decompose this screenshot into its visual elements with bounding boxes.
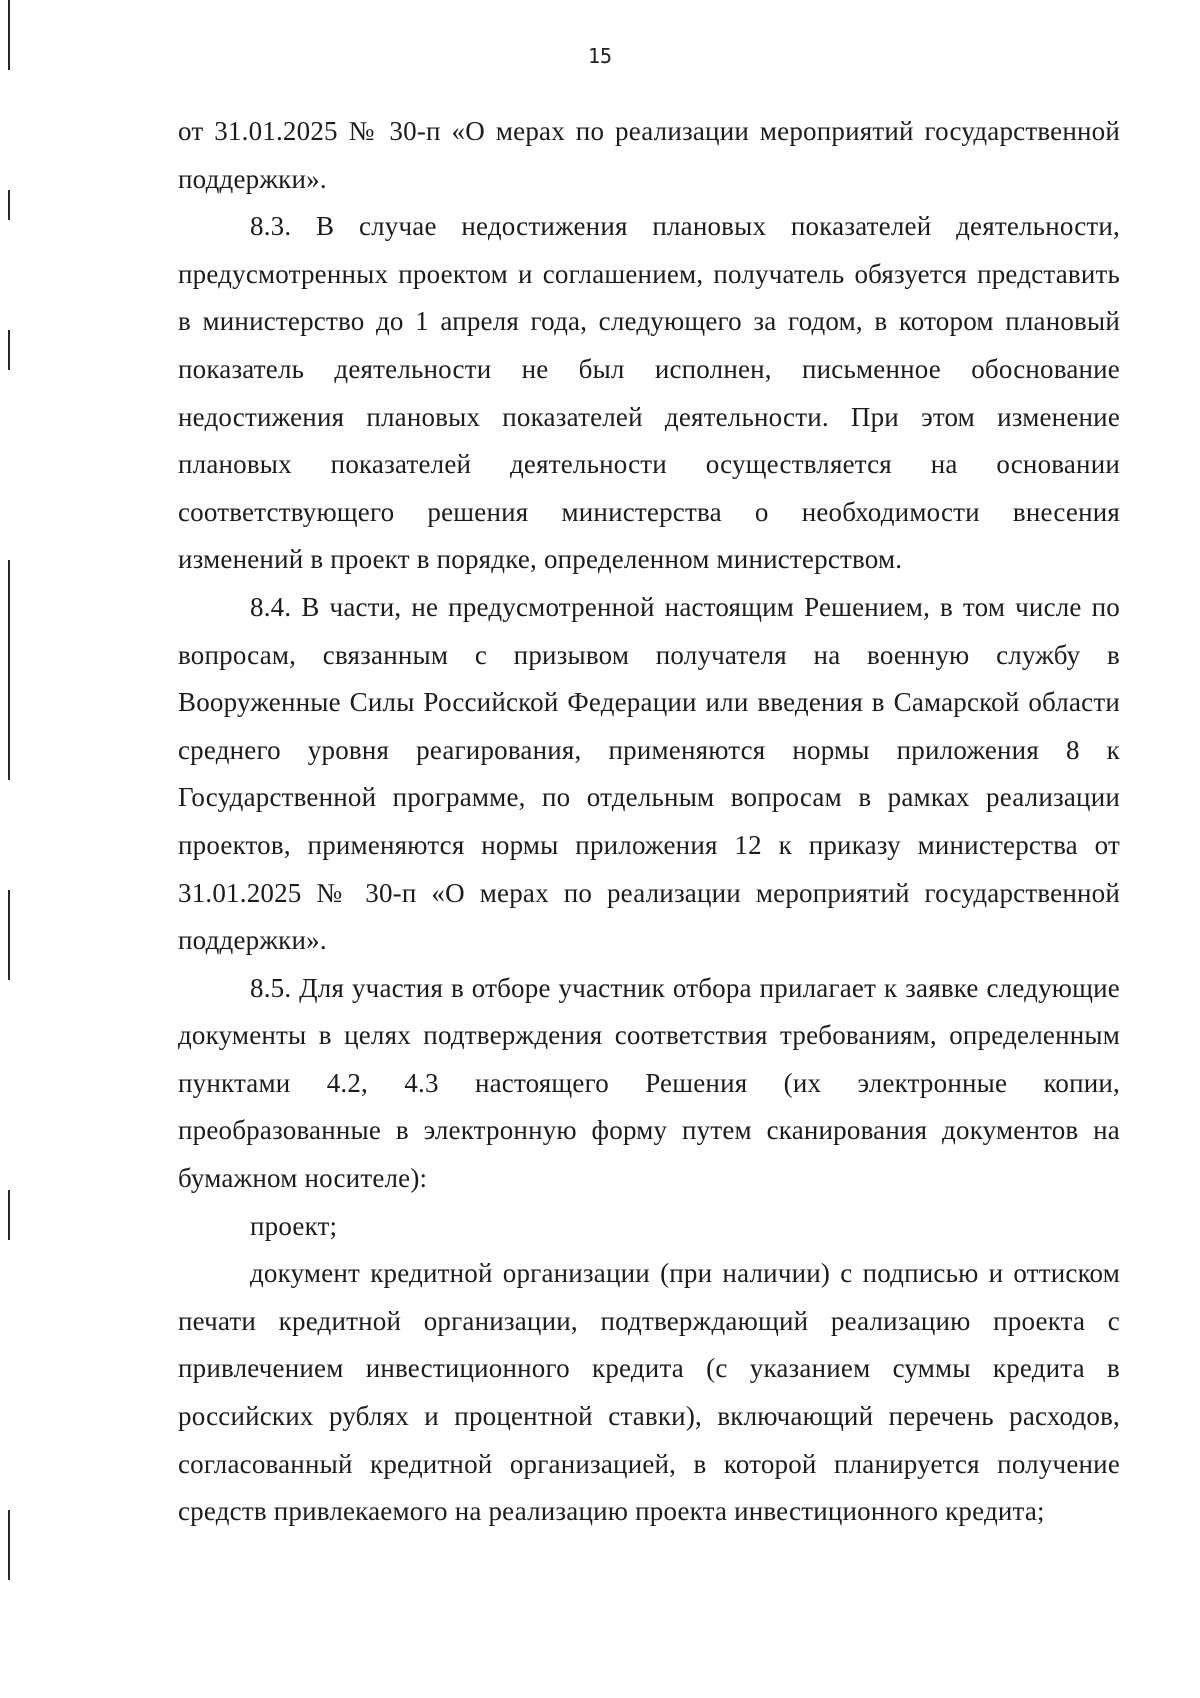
scan-edge-mark xyxy=(8,1510,10,1580)
scan-edge-mark xyxy=(8,1190,10,1240)
scan-edge-mark xyxy=(8,190,10,220)
scan-edge-mark xyxy=(8,330,10,370)
paragraph-8-4: 8.4. В части, не предусмотренной настоящим Решением, в том числе по вопросам, связанным с призывом получателя на военную службу в Вооруженные Силы Российской Федерации или введения в Самарской области среднего уровня реагирования, применяются нормы приложения 8 к Государственной программе, по отдельным вопросам в рамках реализации проектов, применяются нормы приложения 12 к приказу министерства от 31.01.2025 № 30-п «О мерах по реализации мероприятий государственной поддержки». xyxy=(178,591,1120,956)
paragraph-continuation: от 31.01.2025 № 30-п «О мерах по реализации мероприятий государственной поддержки». xyxy=(178,116,1120,194)
document-body xyxy=(178,108,1120,1536)
list-item-credit-document: документ кредитной организации (при наличии) с подписью и оттиском печати кредитной организации, подтверждающий реализацию проекта с привлечением инвестиционного кредита (с указанием суммы кредита в российских рублях и процентной ставки), включающий перечень расходов, согласованный кредитной организацией, в которой планируется получение средств привлекаемого на реализацию проекта инвестиционного кредита; xyxy=(178,1258,1120,1527)
page-number: 15 xyxy=(587,44,613,68)
paragraph-8-3: 8.3. В случае недостижения плановых показателей деятельности, предусмотренных проектом и соглашением, получатель обязуется представить в министерство до 1 апреля года, следующего за годом, в котором плановый показатель деятельности не был исполнен, письменное обоснование недостижения плановых показателей деятельности. При этом изменение плановых показателей деятельности осуществляется на основании соответствующего решения министерства о необходимости внесения изменений в проект в порядке, определенном министерством. xyxy=(178,211,1120,575)
scan-edge-mark xyxy=(8,560,10,780)
paragraph-8-5: 8.5. Для участия в отборе участник отбора прилагает к заявке следующие документы в целях подтверждения соответствия требованиям, определенным пунктами 4.2, 4.3 настоящего Решения (их электронные копии, преобразованные в электронную форму путем сканирования документов на бумажном носителе): xyxy=(178,972,1120,1194)
scan-edge-mark xyxy=(8,890,10,980)
list-item-project: проект; xyxy=(250,1210,338,1241)
